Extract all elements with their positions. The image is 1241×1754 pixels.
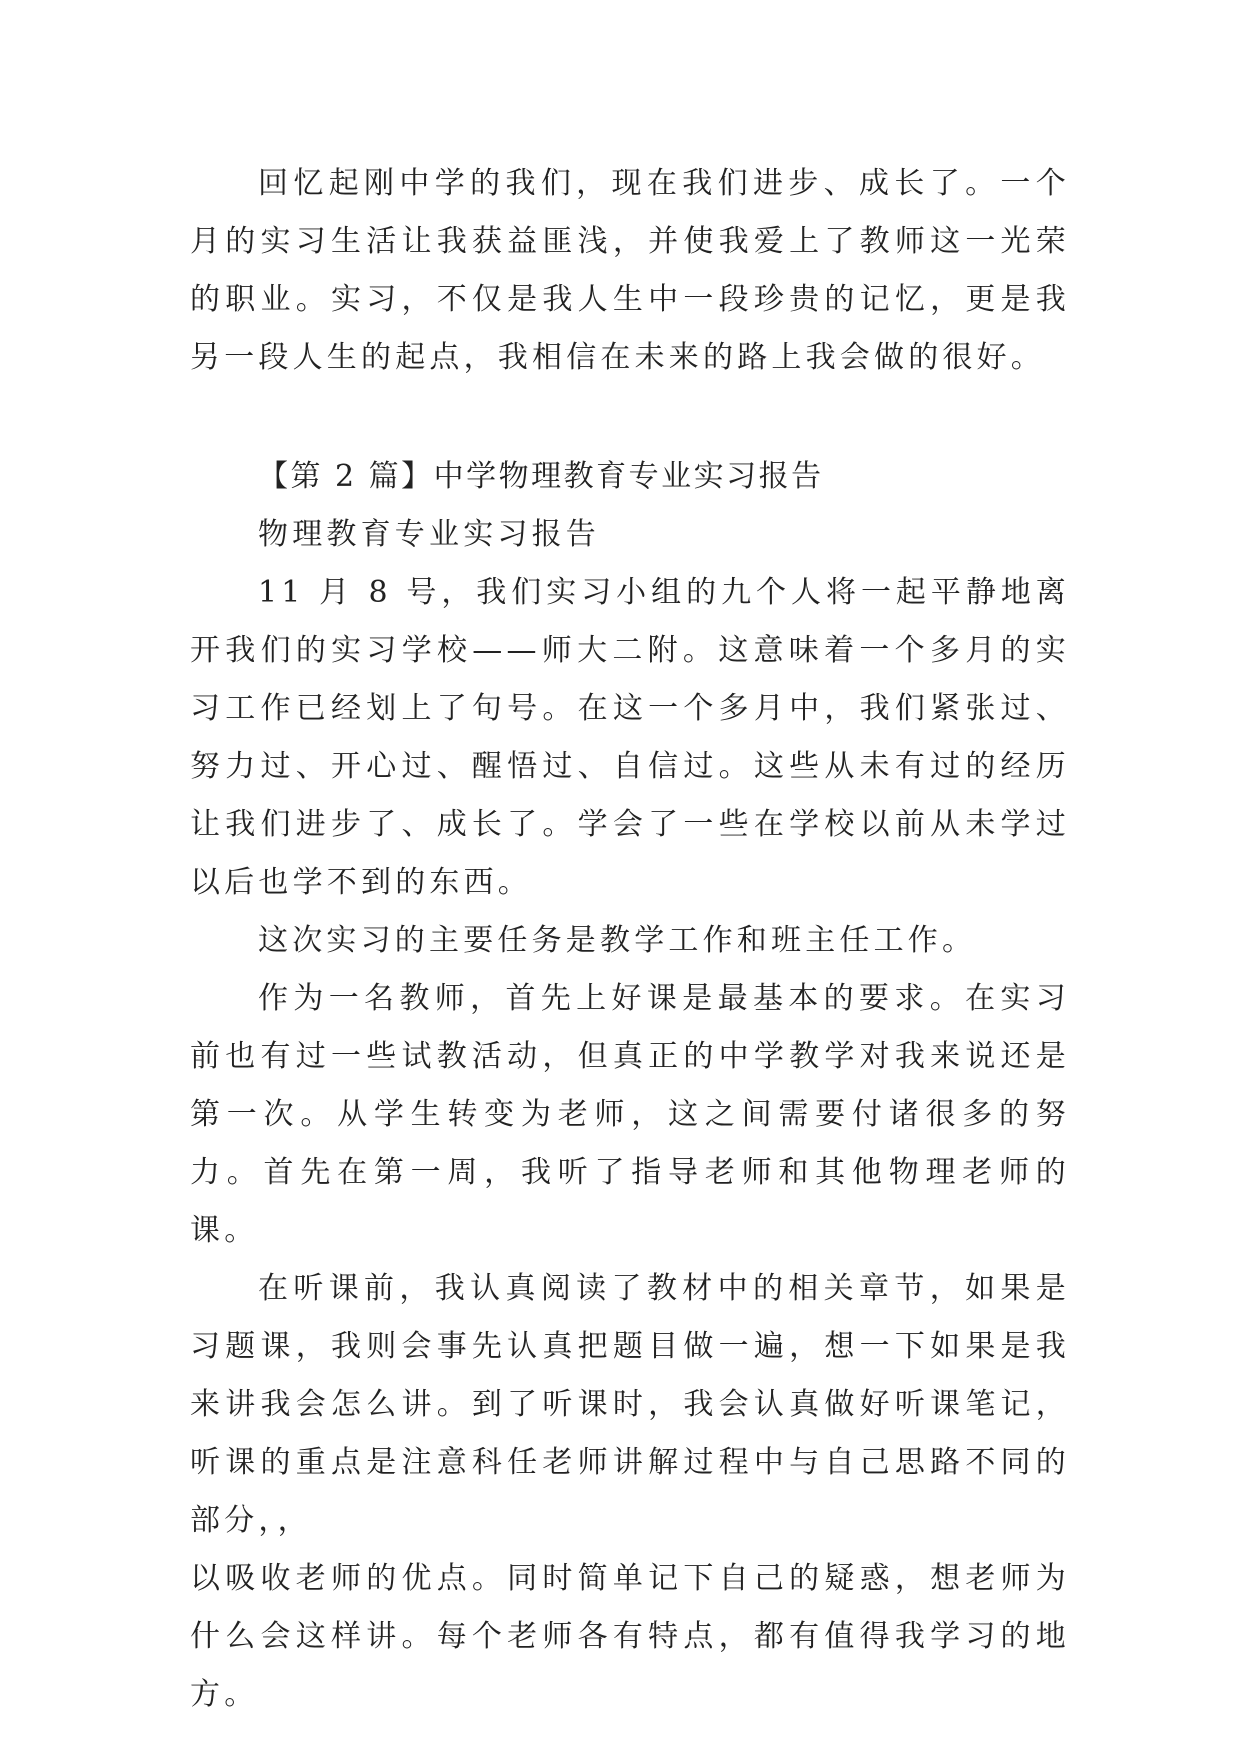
paragraph: 作为一名教师，首先上好课是最基本的要求。在实习前也有过一些试教活动，但真正的中学教学对我来说还是第一次。从学生转变为老师，这之间需要付诸很多的努力。首先在第一周，我听了指导老师和其他物理老师的课。 bbox=[190, 981, 1070, 1248]
paragraph: 11 月 8 号，我们实习小组的九个人将一起平静地离开我们的实习学校——师大二附。这意味着一个多月的实习工作已经划上了句号。在这一个多月中，我们紧张过、努力过、开心过、醒悟过、自信过。这些从未有过的经历让我们进步了、成长了。学会了一些在学校以前从未学过以后也学不到的东西。 bbox=[190, 575, 1070, 900]
report-title: 物理教育专业实习报告 bbox=[258, 517, 600, 552]
closing-paragraph: 回忆起刚中学的我们，现在我们进步、成长了。一个月的实习生活让我获益匪浅，并使我爱上了教师这一光荣的职业。实习，不仅是我人生中一段珍贵的记忆，更是我另一段人生的起点，我相信在未来的路上我会做的很好。 bbox=[190, 166, 1070, 375]
paragraph: 在听课前，我认真阅读了教材中的相关章节，如果是习题课，我则会事先认真把题目做一遍，想一下如果是我来讲我会怎么讲。到了听课时，我会认真做好听课笔记，听课的重点是注意科任老师讲解过程中与自己思路不同的部分，， bbox=[190, 1271, 1070, 1538]
section-heading: 【第 2 篇】中学物理教育专业实习报告 bbox=[258, 459, 824, 494]
report-section bbox=[190, 448, 1070, 1724]
paragraph: 这次实习的主要任务是教学工作和班主任工作。 bbox=[258, 923, 977, 958]
paragraph: 以吸收老师的优点。同时简单记下自己的疑惑，想老师为什么会这样讲。每个老师各有特点，都有值得我学习的地方。 bbox=[190, 1561, 1070, 1712]
closing-section bbox=[190, 155, 1070, 387]
